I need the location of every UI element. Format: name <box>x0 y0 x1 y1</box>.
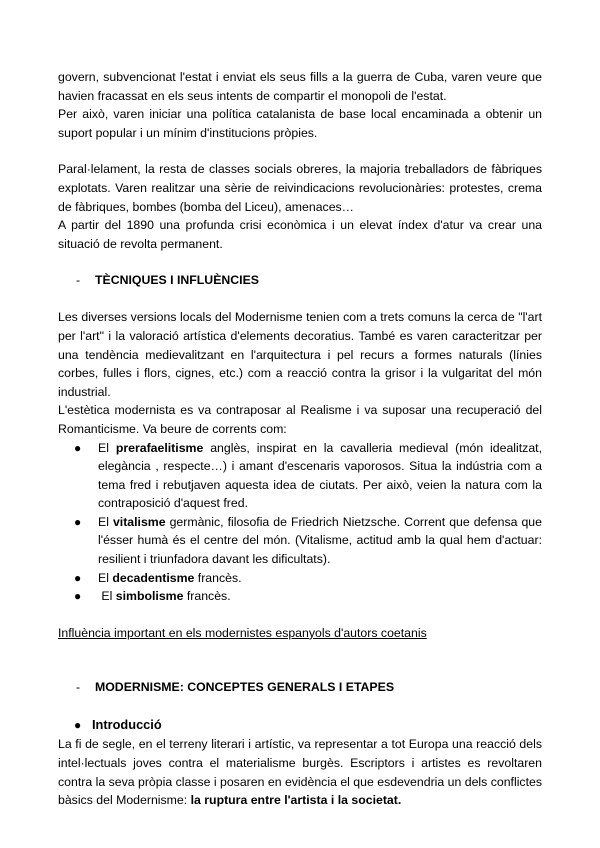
bullet-text: El <box>98 570 113 585</box>
section-heading-tecniques <box>58 271 542 290</box>
paragraph-estetica-modernista: L'estètica modernista es va contraposar al Realisme i va suposar una recuperació del Romanticisme. Va beure de corrents com: <box>58 403 542 436</box>
bullet-text: El <box>98 514 113 529</box>
document-page <box>58 68 542 810</box>
paragraph-text: La fi de segle, en el terreny literari i artístic, va representar a tot Europa una reacció dels intel·lectuals joves contra el materialisme burgès. Escriptors i artistes es revoltaren contra la seva pròpia classe i posaren en evidència el que esdevendria un dels conflictes bàsics del Modernisme: <box>58 737 542 808</box>
influence-link[interactable]: Influència important en els modernistes espanyols d'autors coetanis <box>58 625 427 640</box>
list-item <box>58 513 542 569</box>
heading-dash: - <box>76 273 81 288</box>
subheading-introduccio <box>58 715 542 735</box>
spacer <box>58 253 542 271</box>
spacer <box>58 142 542 160</box>
bullet-text: anglès, inspirat en la cavalleria medieval (món idealitzat, elegància , respecte…) i amant d'escenaris vaporosos. Situa la indústria com a tema fred i rebutjaven aquesta idea de ciutats. Per això, veien la natura com la contraposició d'aquest fred. <box>98 440 542 511</box>
bullet-text: francès. <box>194 570 242 585</box>
bullet-text: El <box>98 589 116 604</box>
bullet-icon: ● <box>74 440 82 455</box>
paragraph-emphasis: la ruptura entre l'artista i la societat. <box>190 793 402 808</box>
spacer <box>58 290 542 308</box>
paragraph-classes-obreres: Paral·lelament, la resta de classes socials obreres, la majoria treballadors de fàbriques explotats. Varen realitzar una sèrie de reivindicacions revolucionàries: protestes, crema de fàbriques, bombes (bomba del Liceu), amenaces… <box>58 162 542 214</box>
paragraph-versions-locals: Les diverses versions locals del Modernisme tenien com a trets comuns la cerca de "l'art per l'art" i la valoració artística d'elements decoratius. També es varen caracteritzar per una tendència medievalitzant en l'arquitectura i pel recurs a formes naturals (línies corbes, fulles i flors, cignes, etc.) com a reacció contra la grisor i la vulgaritat del món industrial. <box>58 310 542 399</box>
subheading-title: Introducció <box>92 717 162 733</box>
heading-title: MODERNISME: CONCEPTES GENERALS I ETAPES <box>95 680 395 695</box>
spacer <box>58 642 542 660</box>
bullet-text: El <box>98 440 116 455</box>
list-item <box>58 587 542 606</box>
paragraph-fi-de-segle <box>58 735 542 809</box>
bullet-text: germànic, filosofia de Friedrich Nietzsche. Corrent que defensa que l'ésser humà és el centre del món. (Vitalisme, actitud amb la qual hem d'actuar: resilient i triunfadora davant les dificultats). <box>98 514 542 567</box>
bullet-icon: ● <box>74 589 82 604</box>
bullet-icon: ● <box>74 718 82 733</box>
bullet-text: francès. <box>183 589 231 604</box>
bullet-icon: ● <box>74 514 82 529</box>
section-heading-modernisme <box>58 678 542 697</box>
spacer <box>58 660 542 678</box>
bullet-term: vitalisme <box>112 514 166 529</box>
bullet-icon: ● <box>74 570 82 585</box>
spacer <box>58 606 542 624</box>
bullet-term: decadentisme <box>112 570 195 585</box>
list-item <box>58 439 542 513</box>
list-item <box>58 569 542 588</box>
bullet-term: prerafaelitisme <box>115 440 204 455</box>
heading-title: TÈCNIQUES I INFLUÈNCIES <box>95 273 259 288</box>
spacer <box>58 697 542 715</box>
paragraph-politica-catalanista: Per això, varen iniciar una política catalanista de base local encaminada a obtenir un suport popular i un mínim d'institucions pròpies. <box>58 107 542 140</box>
paragraph-crisi-1890: A partir del 1890 una profunda crisi econòmica i un elevat índex d'atur va crear una situació de revolta permanent. <box>58 218 542 251</box>
influences-list <box>58 439 542 606</box>
heading-dash: - <box>76 680 81 695</box>
paragraph-govern: govern, subvencionat l'estat i enviat els seus fills a la guerra de Cuba, varen veure que havien fracassat en els seus intents de compartir el monopoli de l'estat. <box>58 70 542 103</box>
bullet-term: simbolisme <box>115 589 184 604</box>
